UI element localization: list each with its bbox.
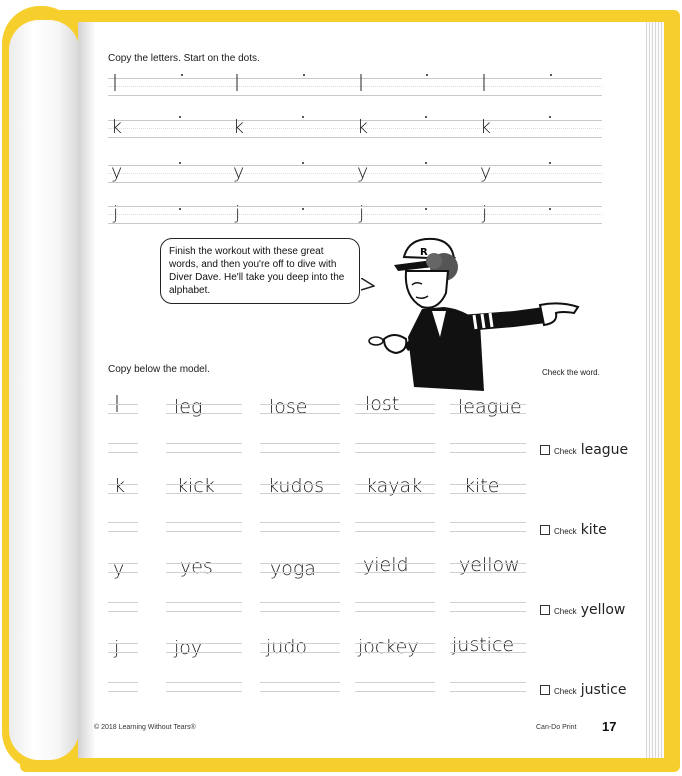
start-dot [425, 162, 427, 164]
model-letter: k [480, 116, 492, 138]
writing-line [108, 78, 602, 96]
model-word: yellow [459, 554, 520, 576]
model-letter: j [113, 202, 119, 224]
start-dot [425, 208, 427, 210]
copy-line[interactable] [260, 443, 340, 453]
model-line [108, 563, 138, 573]
model-word: kick [177, 475, 215, 497]
row-letter: y [113, 558, 125, 580]
model-letter: y [233, 161, 245, 183]
model-letter: l [234, 72, 241, 97]
workbook-page [78, 22, 646, 758]
model-word: kudos [268, 475, 325, 497]
rolled-page-edge [2, 6, 80, 770]
start-dot [549, 208, 551, 210]
speech-bubble: Finish the workout with these great words, and then you're off to dive with Diver Dave. He'll take you deep into the alphabet. [160, 238, 360, 304]
model-line [450, 563, 526, 573]
check-label: Check [554, 687, 577, 696]
copy-line[interactable] [355, 443, 435, 453]
copy-line[interactable] [166, 682, 242, 692]
model-letter: k [357, 116, 369, 138]
model-line [355, 643, 435, 653]
check-label: Check [554, 607, 577, 616]
check-label: Check [554, 447, 577, 456]
copy-line[interactable] [355, 602, 435, 612]
copy-line[interactable] [355, 682, 435, 692]
model-word: lost [365, 393, 400, 415]
start-dot [179, 208, 181, 210]
check-row-justice[interactable] [540, 682, 626, 698]
checkbox[interactable] [540, 605, 550, 615]
model-word: yield [363, 554, 409, 576]
model-word: jockey [358, 636, 419, 658]
model-line [108, 643, 138, 653]
model-line [260, 643, 340, 653]
model-line [166, 484, 242, 494]
copy-line[interactable] [450, 682, 526, 692]
check-word: league [580, 442, 629, 458]
copy-line[interactable] [108, 682, 138, 692]
writing-line [108, 202, 602, 224]
model-word: joy [174, 637, 203, 659]
model-letter: k [233, 116, 245, 138]
check-row-kite[interactable] [540, 522, 607, 538]
start-dot [425, 116, 427, 118]
model-letter: l [481, 72, 488, 97]
start-dot [179, 162, 181, 164]
start-dot [302, 116, 304, 118]
letters-instruction: Copy the letters. Start on the dots. [108, 53, 260, 64]
copyright-notice: © 2018 Learning Without Tears® [94, 724, 196, 731]
check-word-hint: Check the word. [542, 368, 600, 377]
start-dot [549, 162, 551, 164]
model-line [108, 484, 138, 494]
model-line [260, 563, 340, 573]
start-dot [426, 74, 428, 76]
model-line [166, 643, 242, 653]
model-letter: y [111, 161, 123, 183]
page-number: 17 [602, 719, 617, 734]
copy-line[interactable] [108, 443, 138, 453]
model-word: kayak [366, 475, 423, 497]
start-dot [550, 74, 552, 76]
copy-line[interactable] [260, 682, 340, 692]
model-word: justice [452, 634, 515, 656]
writing-line [108, 161, 602, 183]
checkbox[interactable] [540, 525, 550, 535]
copy-line[interactable] [108, 602, 138, 612]
copy-line[interactable] [166, 522, 242, 532]
checkbox[interactable] [540, 685, 550, 695]
model-line [355, 563, 435, 573]
start-dot [302, 208, 304, 210]
start-dot [181, 74, 183, 76]
check-word: kite [580, 522, 607, 538]
model-line [450, 404, 526, 414]
copy-line[interactable] [260, 602, 340, 612]
model-instruction: Copy below the model. [108, 364, 210, 375]
model-letter: k [111, 116, 123, 138]
check-row-league[interactable] [540, 442, 628, 458]
model-line [166, 404, 242, 414]
model-line [355, 484, 435, 494]
model-letter: j [235, 202, 241, 224]
model-line [355, 404, 435, 414]
row-letter: k [114, 475, 126, 497]
model-line [260, 404, 340, 414]
writing-line [108, 116, 602, 138]
svg-text:R: R [420, 247, 428, 258]
start-dot [303, 74, 305, 76]
row-letter: j [114, 637, 120, 659]
model-line [108, 404, 138, 414]
row-letter: l [114, 393, 121, 418]
start-dot [179, 116, 181, 118]
model-word: leg [174, 396, 203, 418]
copy-line[interactable] [450, 522, 526, 532]
copy-line[interactable] [260, 522, 340, 532]
model-letter: y [357, 161, 369, 183]
checkbox[interactable] [540, 445, 550, 455]
check-row-yellow[interactable] [540, 602, 625, 618]
book-title: Can-Do Print [536, 724, 577, 731]
model-line [166, 563, 242, 573]
copy-line[interactable] [166, 602, 242, 612]
copy-line[interactable] [450, 443, 526, 453]
model-letter: l [112, 72, 119, 97]
copy-line[interactable] [450, 602, 526, 612]
check-word: yellow [580, 602, 626, 618]
model-word: league [458, 396, 522, 418]
check-word: justice [580, 682, 627, 698]
model-letter: y [480, 161, 492, 183]
model-line [450, 643, 526, 653]
start-dot [302, 162, 304, 164]
model-line [450, 484, 526, 494]
copy-line[interactable] [166, 443, 242, 453]
model-word: kite [464, 475, 500, 497]
model-word: yes [180, 556, 213, 578]
model-letter: l [358, 72, 365, 97]
model-word: judo [266, 636, 308, 658]
rolled-page-curl [9, 20, 79, 760]
model-word: lose [269, 396, 308, 418]
model-letter: j [359, 202, 365, 224]
spine-shadow [78, 22, 96, 758]
model-letter: j [482, 202, 488, 224]
copy-line[interactable] [108, 522, 138, 532]
model-line [260, 484, 340, 494]
start-dot [549, 116, 551, 118]
copy-line[interactable] [355, 522, 435, 532]
model-word: yoga [270, 558, 316, 580]
check-label: Check [554, 527, 577, 536]
